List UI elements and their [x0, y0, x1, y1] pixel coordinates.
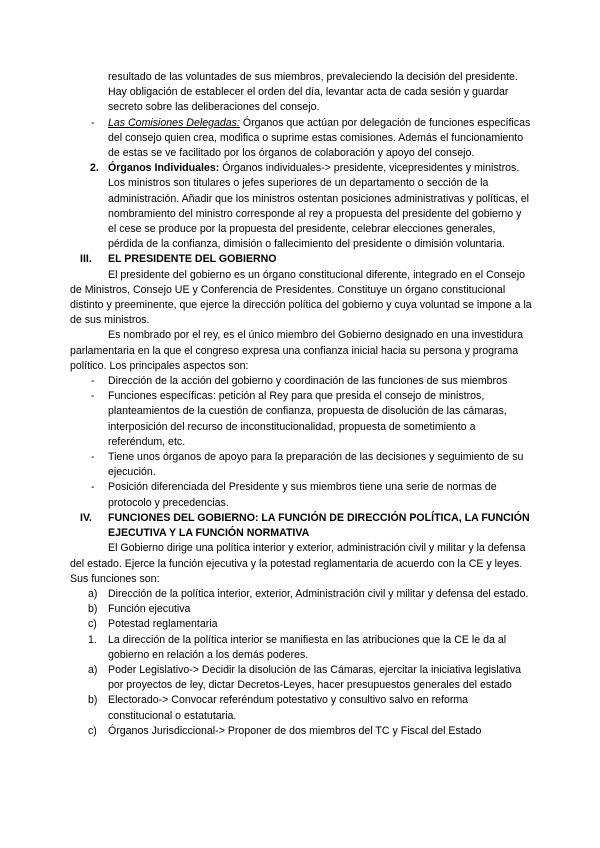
letter-marker: a): [88, 663, 98, 676]
item-text: Funciones específicas: petición al Rey para que presida el consejo de ministros, planteamientos de la cuestión de confianza, propuesta de disolución de las cámaras, interposición del recurso de inconstitucionalidad, propuesta de sometimiento a referéndum, etc.: [108, 390, 507, 448]
item-text: Órganos Jurisdiccional-> Proponer de dos miembros del TC y Fiscal del Estado: [108, 724, 482, 737]
item-text: Electorado-> Convocar referéndum potestativo y consultivo salvo en reforma constitucional o estatutaria.: [108, 694, 469, 722]
paragraph: El presidente del gobierno es un órgano constitucional diferente, integrado en el Consejo de Ministros, Consejo UE y Conferencia de Presidentes. Constituye un órgano constitucional distinto y preeminente, que ejerce la dirección política del gobierno y cuya voluntad se impone a la de sus ministros.: [70, 268, 532, 327]
section-title: FUNCIONES DEL GOBIERNO: LA FUNCIÓN DE DIRECCIÓN POLÍTICA, LA FUNCIÓN EJECUTIVA Y LA FUNCIÓN NORMATIVA: [108, 511, 530, 540]
list-item: [70, 480, 532, 510]
carry-over-paragraph: resultado de las voluntades de sus miembros, prevaleciendo la decisión del presidente. Hay obligación de establecer el orden del día, levantar acta de cada sesión y guardar secreto sobre las deliberaciones del consejo.: [108, 71, 518, 114]
list-item: [70, 450, 532, 480]
letter-marker: b): [88, 694, 98, 707]
dash-marker: -: [91, 116, 95, 129]
dash-marker: -: [91, 481, 95, 494]
item-text: Dirección de la política interior, exterior, Administración civil y militar y defensa del estado.: [108, 587, 529, 600]
item-text: Órganos individuales-> presidente, vicepresidentes y ministros. Los ministros son titulares o jefes superiores de un departamento o sección de la administración. Añadir que los ministros ostentan posiciones administrativas y políticas, el nombramiento del ministro corresponde al rey a propuesta del presidente del gobierno y el cese se produce por la propuesta del presidente, celebrar elecciones generales, pérdida de la confianza, dimisión o fallecimiento del presidente o dimisión voluntaria.: [108, 162, 530, 251]
list-item: [70, 389, 532, 450]
number-marker: 1.: [88, 633, 97, 646]
item-text: Órganos que actúan por delegación de funciones específicas del consejo quien crea, modifica o suprime estas comisiones. Además el funcionamiento de estas se ve facilitado por los órganos de colaboración y apoyo del consejo.: [108, 116, 531, 160]
item-text: Dirección de la acción del gobierno y coordinación de las funciones de sus miembros: [108, 375, 508, 388]
number-marker: 2.: [90, 162, 99, 175]
item-text: Poder Legislativo-> Decidir la disolución de las Cámaras, ejercitar la iniciativa legislativa por proyectos de ley, dictar Decretos-Leyes, hacer presupuestos generales del estado: [108, 663, 522, 692]
section-heading-iii: [70, 252, 532, 267]
roman-numeral: IV.: [80, 511, 92, 524]
document-body: [70, 70, 532, 739]
letter-marker: b): [88, 603, 98, 616]
dash-marker: -: [91, 451, 95, 464]
list-item: [70, 602, 532, 617]
list-item: [70, 587, 532, 602]
paragraph: Es nombrado por el rey, es el único miembro del Gobierno designado en una investidura parlamentaria en la que el congreso expresa una confianza inicial hacia su persona y programa político. Los principales aspectos son:: [70, 329, 523, 372]
item-title: Las Comisiones Delegadas:: [108, 116, 240, 129]
paragraph: El Gobierno dirige una política interior y exterior, administración civil y militar y la defensa del estado. Ejerce la función ejecutiva y la potestad reglamentaria de acuerdo con la CE y leyes. Sus funciones son:: [70, 542, 526, 585]
item-text: La dirección de la política interior se manifiesta en las atribuciones que la CE le da al gobierno en relación a los demás poderes.: [108, 633, 507, 661]
list-item: [70, 374, 532, 389]
list-item: [70, 724, 532, 739]
item-title: Órganos Individuales:: [108, 162, 220, 175]
list-item-comisiones: [70, 116, 532, 162]
list-item: [70, 663, 532, 693]
dash-marker: -: [91, 375, 95, 388]
section-heading-iv: [70, 511, 532, 541]
letter-marker: c): [88, 618, 97, 631]
list-item-organos-individuales: [70, 161, 532, 252]
item-text: Potestad reglamentaria: [108, 618, 218, 631]
item-text: Función ejecutiva: [108, 603, 191, 616]
list-item: [70, 633, 532, 663]
letter-marker: c): [88, 724, 97, 737]
list-item: [70, 693, 532, 723]
item-text: Tiene unos órganos de apoyo para la preparación de las decisiones y seguimiento de su ejecución.: [108, 451, 524, 479]
dash-marker: -: [91, 390, 95, 403]
letter-marker: a): [88, 587, 98, 600]
section-title: EL PRESIDENTE DEL GOBIERNO: [108, 253, 277, 266]
list-item: [70, 617, 532, 632]
roman-numeral: III.: [80, 253, 92, 266]
item-text: Posición diferenciada del Presidente y sus miembros tiene una serie de normas de protocolo y precedencias.: [108, 481, 497, 509]
